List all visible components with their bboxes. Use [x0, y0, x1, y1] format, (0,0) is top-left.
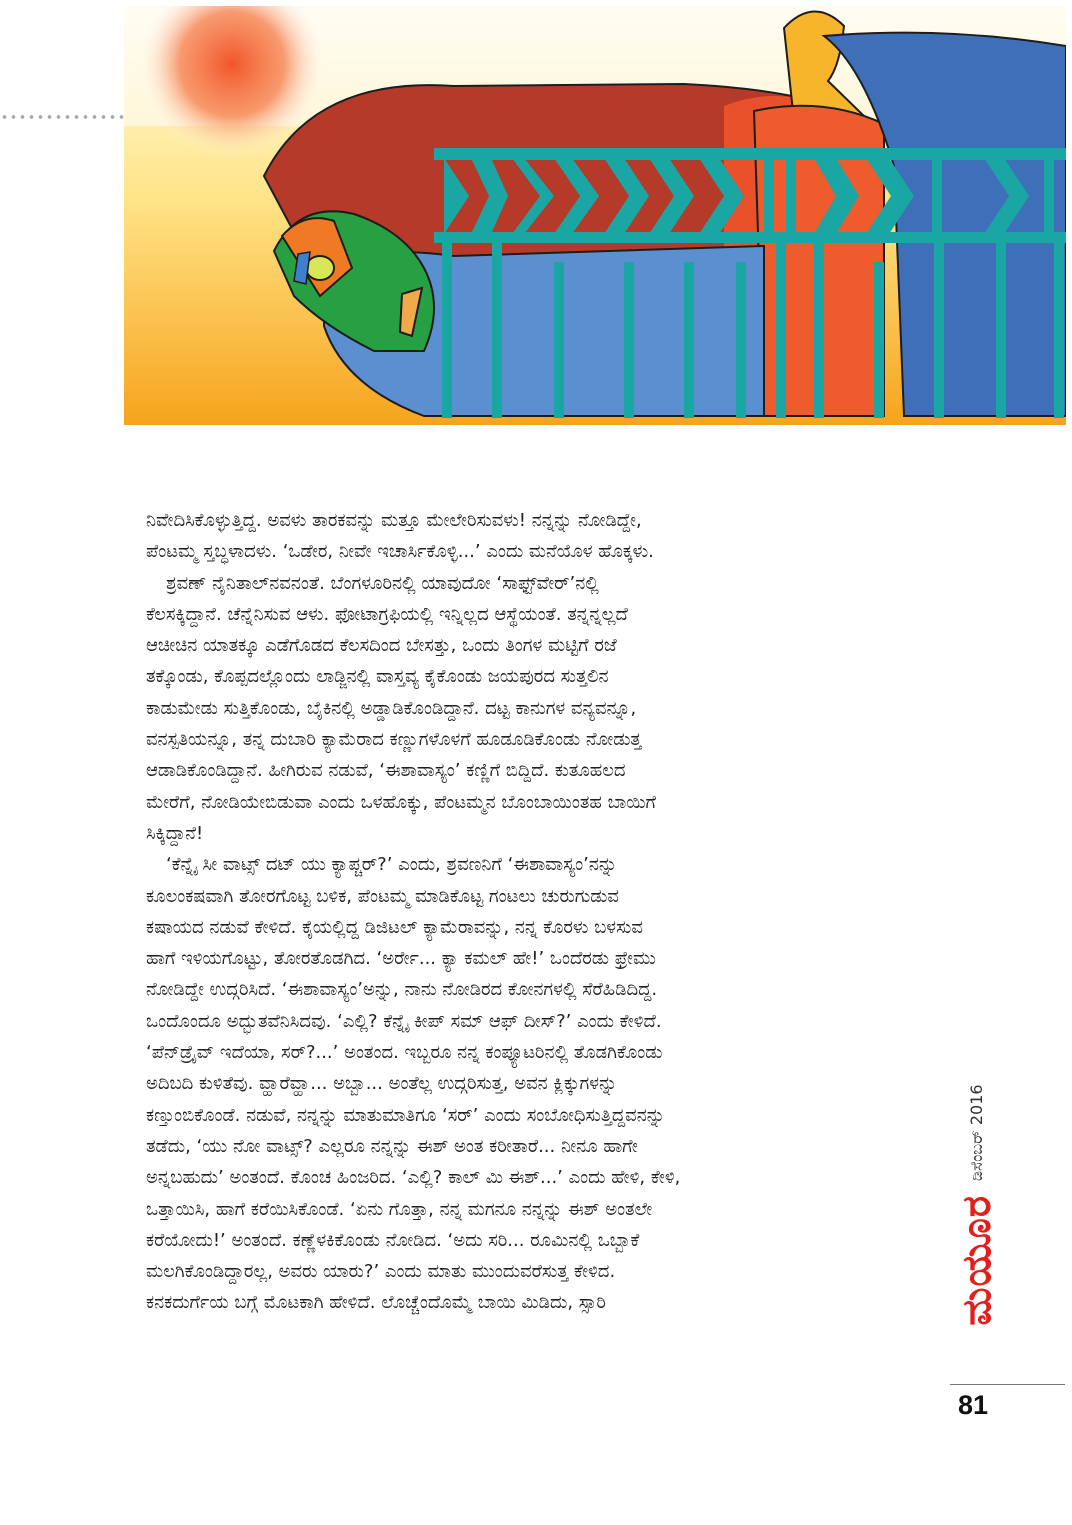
article-line: ತಡೆದು, ‘ಯು ನೋ ವಾಟ್ಸ್? ಎಲ್ಲರೂ ನನ್ನನ್ನು ಈಶ್ ಅಂತ ಕರೀತಾರೆ... ನೀನೂ ಹಾಗೇ	[146, 1135, 638, 1157]
article-line: ವನಸ್ಪತಿಯನ್ನೂ, ತನ್ನ ದುಬಾರಿ ಕ್ಯಾಮೆರಾದ ಕಣ್ಣುಗಳೊಳಗೆ ಹೂಡೂಡಿಕೊಂಡು ನೋಡುತ್ತ	[146, 729, 642, 751]
article-line: ಕೆಲಸಕ್ಕಿದ್ದಾನೆ. ಚೆನ್ನೆನಿಸುವ ಆಳು. ಫೋಟಾಗ್ರಫಿಯಲ್ಲಿ ಇನ್ನಿಲ್ಲದ ಆಸ್ಥೆಯಂತೆ. ತನ್ನನ್ನಲ್ಲದೆ	[146, 603, 628, 625]
article-line: ಒಂದೊಂದೂ ಅದ್ಭುತವೆನಿಸಿದವು. ‘ಎಲ್ಲಿ? ಕೆನ್ನೈ ಕೀಪ್ ಸಮ್ ಆಫ್ ದೀಸ್?’ ಎಂದು ಕೇಳಿದೆ.	[146, 1010, 662, 1032]
article-line: ಮೇರೆಗೆ, ನೋಡಿಯೇಬಿಡುವಾ ಎಂದು ಒಳಹೊಕ್ಕು, ಪೆಂಟಮ್ಮನ ಬೊಂಬಾಯಿಂತಹ ಬಾಯಿಗೆ	[146, 791, 657, 813]
article-body	[146, 505, 930, 1319]
article-line: ಶ್ರವಣ್ ನೈನಿತಾಲ್‌ನವನಂತೆ. ಬೆಂಗಳೂರಿನಲ್ಲಿ ಯಾವುದೋ ‘ಸಾಫ್ಟ್‌ವೇರ್’ನಲ್ಲಿ	[166, 572, 599, 594]
decorative-dotted-rule	[0, 113, 124, 121]
article-line: ಅದಿಬದಿ ಕುಳಿತೆವು. ವ್ಹಾರೆವ್ಹಾ... ಅಬ್ಬಾ... ಅಂತೆಲ್ಲ ಉದ್ಗರಿಸುತ್ತ, ಅವನ ಕ್ಲಿಕ್ಕುಗಳನ್ನು	[146, 1073, 618, 1095]
article-line: ಕಾಡುಮೇಡು ಸುತ್ತಿಕೊಂಡು, ಬೈಕಿನಲ್ಲಿ ಅಡ್ಡಾಡಿಕೊಂಡಿದ್ದಾನೆ. ದಟ್ಟ ಕಾನುಗಳ ವನ್ಯವನ್ನೂ,	[146, 697, 637, 719]
article-line: ತಕ್ಕೊಂಡು, ಕೊಪ್ಪದಲ್ಲೊಂದು ಲಾಡ್ಜಿನಲ್ಲಿ ವಾಸ್ತವ್ಯ ಕೈಕೊಂಡು ಜಯಪುರದ ಸುತ್ತಲಿನ	[146, 666, 609, 688]
article-line: ಒತ್ತಾಯಿಸಿ, ಹಾಗೆ ಕರೆಯಿಸಿಕೊಂಡೆ. ‘ಏನು ಗೊತ್ತಾ, ನನ್ನ ಮಗನೂ ನನ್ನನ್ನು ಈಶ್ ಅಂತಲೇ	[146, 1198, 653, 1220]
article-line: ಆಚೀಚಿನ ಯಾತಕ್ಕೂ ಎಡೆಗೊಡದ ಕೆಲಸದಿಂದ ಬೇಸತ್ತು, ಒಂದು ತಿಂಗಳ ಮಟ್ಟಿಗೆ ರಜೆ	[146, 635, 617, 657]
article-line: ಅನ್ನಬಹುದು’ ಅಂತಂದೆ. ಕೊಂಚ ಹಿಂಜರಿದ. ‘ಎಲ್ಲಿ? ಕಾಲ್ ಮಿ ಈಶ್...’ ಎಂದು ಹೇಳಿ, ಕೇಳಿ,	[146, 1167, 681, 1189]
article-line: ಕೂಲಂಕಷವಾಗಿ ತೋರಗೊಟ್ಟ ಬಳಿಕ, ಪೆಂಟಮ್ಮ ಮಾಡಿಕೊಟ್ಟ ಗಂಟಲು ಚುರುಗುಡುವ	[146, 885, 619, 907]
article-line: ಪೆಂಟಮ್ಮ ಸ್ತಬ್ಧಳಾದಳು. ‘ಒಡೇರ, ನೀವೇ ಇಚಾರ್ಸಿಕೊಳ್ಳಿ...’ ಎಂದು ಮನೆಯೊಳ ಹೊಕ್ಕಳು.	[146, 541, 654, 563]
page-number: 81	[958, 1390, 989, 1420]
page-number-rule	[950, 1384, 1065, 1385]
article-line: ಮಲಗಿಕೊಂಡಿದ್ದಾರಲ್ಲ, ಅವರು ಯಾರು?’ ಎಂದು ಮಾತು ಮುಂದುವರೆಸುತ್ತ ಕೇಳಿದ.	[146, 1261, 616, 1283]
article-line: ನೋಡಿದ್ದೇ ಉದ್ಗರಿಸಿದೆ. ‘ಈಶಾವಾಸ್ಯಂ’ಅನ್ನು, ನಾನು ನೋಡಿರದ ಕೋನಗಳಲ್ಲಿ ಸೆರೆಹಿಡಿದಿದ್ದ.	[146, 979, 658, 1001]
article-line: ‘ಪೆನ್‌ಡ್ರೈವ್ ಇದೆಯಾ, ಸರ್?...’ ಅಂತಂದ. ಇಬ್ಬರೂ ನನ್ನ ಕಂಪ್ಯೂಟರಿನಲ್ಲಿ ತೊಡಗಿಕೊಂಡು	[146, 1042, 663, 1064]
story-illustration-figure-behind-gate-icon	[124, 6, 1066, 425]
article-line: ಕಷಾಯದ ನಡುವೆ ಕೇಳಿದೆ. ಕೈಯಲ್ಲಿದ್ದ ಡಿಜಿಟಲ್ ಕ್ಯಾಮೆರಾವನ್ನು, ನನ್ನ ಕೊರಳು ಬಳಸುವ	[146, 916, 643, 938]
magazine-masthead: ಮಯೂರ	[954, 1195, 1000, 1326]
article-line: ನಿವೇದಿಸಿಕೊಳ್ಳುತ್ತಿದ್ದ. ಅವಳು ತಾರಕವನ್ನು ಮತ್ತೂ ಮೇಲೇರಿಸುವಳು! ನನ್ನನ್ನು ನೋಡಿದ್ದೇ,	[146, 510, 642, 531]
magazine-sidebar	[954, 1035, 1000, 1375]
article-line: ಹಾಗೆ ಇಳಿಯಗೊಟ್ಟು, ತೋರತೊಡಗಿದ. ‘ಅರ್ರೇ... ಕ್ಯಾ ಕಮಲ್ ಹೇ!’ ಒಂದೆರಡು ಫ್ರೇಮು	[146, 948, 656, 970]
article-line: ಸಿಕ್ಕಿದ್ದಾನೆ!	[146, 822, 204, 844]
article-line: ಆಡಾಡಿಕೊಂಡಿದ್ದಾನೆ. ಹೀಗಿರುವ ನಡುವೆ, ‘ಈಶಾವಾಸ್ಯಂ’ ಕಣ್ಣಿಗೆ ಬಿದ್ದಿದೆ. ಕುತೂಹಲದ	[146, 760, 626, 782]
article-line: ಕರೆಯೋದು!’ ಅಂತಂದೆ. ಕಣ್ಣೆಳಕಿಕೊಂಡು ನೋಡಿದ. ‘ಅದು ಸರಿ... ರೂಮಿನಲ್ಲಿ ಒಬ್ಬಾಕೆ	[146, 1229, 640, 1251]
article-line: ಕಣ್ತುಂಬಿಕೊಂಡೆ. ನಡುವೆ, ನನ್ನನ್ನು ಮಾತುಮಾತಿಗೂ ‘ಸರ್’ ಎಂದು ಸಂಬೋಧಿಸುತ್ತಿದ್ದವನನ್ನು	[146, 1104, 665, 1126]
article-line: ‘ಕೆನ್ನೈ ಸೀ ವಾಟ್ಸ್ ದಟ್ ಯು ಕ್ಯಾಪ್ಚರ್?’ ಎಂದು, ಶ್ರವಣನಿಗೆ ‘ಈಶಾವಾಸ್ಯಂ’ನನ್ನು	[166, 854, 617, 876]
story-illustration	[124, 6, 1066, 425]
article-line: ಕನಕದುರ್ಗೆಯ ಬಗ್ಗೆ ಮೊಟಕಾಗಿ ಹೇಳಿದೆ. ಲೊಚ್ಚೆಂದೊಮ್ಮೆ ಬಾಯಿ ಮಿಡಿದು, ಸ್ಸಾರಿ	[146, 1292, 606, 1314]
issue-date: ಡಿಸೆಂಬರ್ 2016	[967, 1084, 986, 1182]
